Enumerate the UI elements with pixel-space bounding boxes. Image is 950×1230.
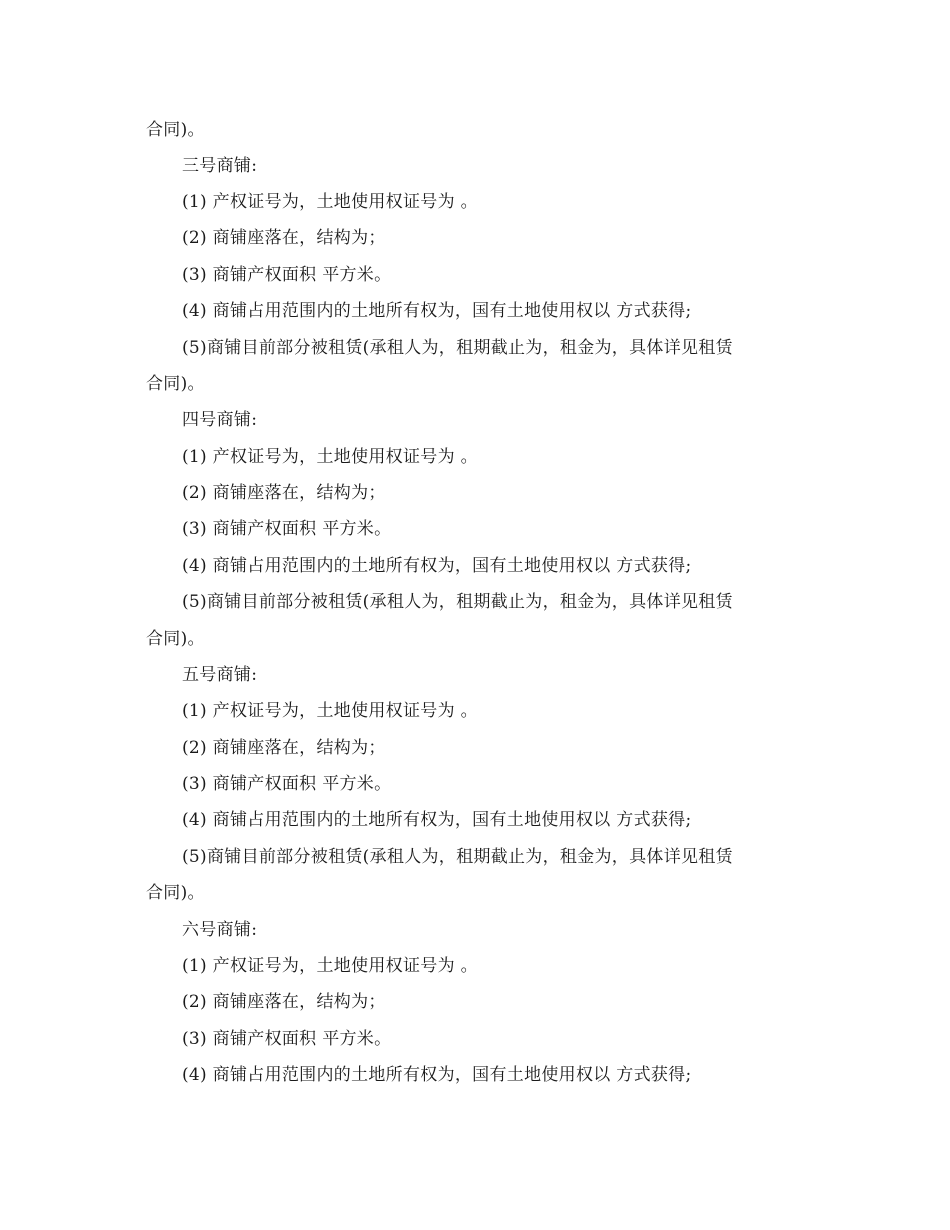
text-line: 合同)。 (146, 120, 205, 140)
section-heading: 四号商铺: (182, 410, 258, 430)
text-line: (4) 商铺占用范围内的土地所有权为，国有土地使用权以 方式获得; (182, 1065, 692, 1085)
text-line: (1) 产权证号为，土地使用权证号为 。 (182, 192, 478, 212)
text-line: (4) 商铺占用范围内的土地所有权为，国有土地使用权以 方式获得; (182, 556, 692, 576)
text-line: (1) 产权证号为，土地使用权证号为 。 (182, 956, 478, 976)
text-line: (1) 产权证号为，土地使用权证号为 。 (182, 701, 478, 721)
text-line: (1) 产权证号为，土地使用权证号为 。 (182, 447, 478, 467)
text-line: 合同)。 (146, 374, 205, 394)
text-line: (3) 商铺产权面积 平方米。 (182, 1029, 392, 1049)
text-line: (5)商铺目前部分被租赁(承租人为，租期截止为，租金为，具体详见租赁 (182, 338, 733, 358)
text-line: (4) 商铺占用范围内的土地所有权为，国有土地使用权以 方式获得; (182, 301, 692, 321)
text-line: (2) 商铺座落在，结构为； (182, 483, 386, 503)
text-line: (2) 商铺座落在，结构为； (182, 228, 386, 248)
text-line: (3) 商铺产权面积 平方米。 (182, 519, 392, 539)
text-line: (4) 商铺占用范围内的土地所有权为，国有土地使用权以 方式获得; (182, 810, 692, 830)
text-line: (2) 商铺座落在，结构为； (182, 738, 386, 758)
text-line: (3) 商铺产权面积 平方米。 (182, 265, 392, 285)
text-line: (3) 商铺产权面积 平方米。 (182, 774, 392, 794)
text-line: (5)商铺目前部分被租赁(承租人为，租期截止为，租金为，具体详见租赁 (182, 847, 733, 867)
text-line: (2) 商铺座落在，结构为； (182, 992, 386, 1012)
section-heading: 三号商铺: (182, 156, 258, 176)
text-line: (5)商铺目前部分被租赁(承租人为，租期截止为，租金为，具体详见租赁 (182, 592, 733, 612)
text-line: 合同)。 (146, 883, 205, 903)
section-heading: 六号商铺: (182, 920, 258, 940)
text-line: 合同)。 (146, 629, 205, 649)
section-heading: 五号商铺: (182, 665, 258, 685)
